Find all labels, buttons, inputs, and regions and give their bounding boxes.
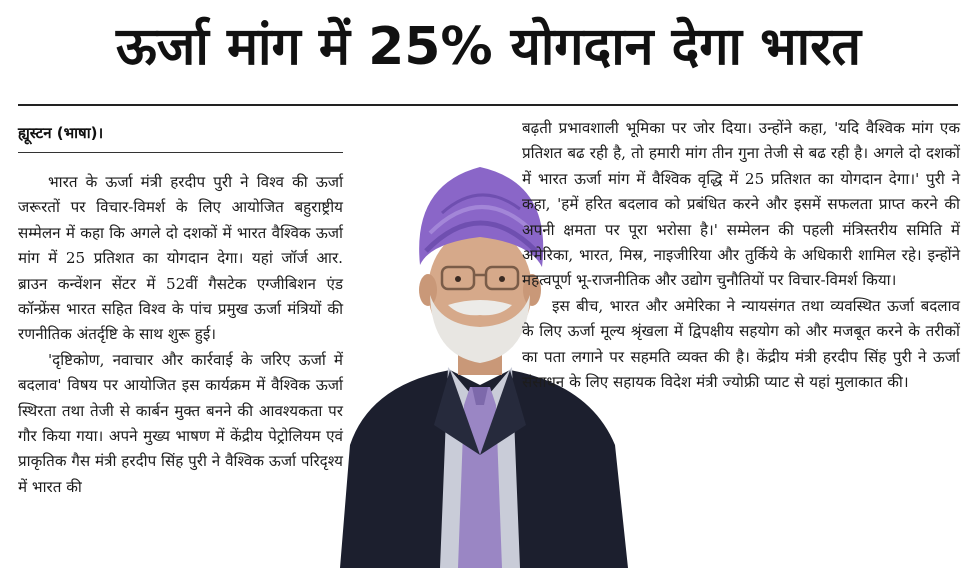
right-paragraph-2: इस बीच, भारत और अमेरिका ने न्यायसंगत तथा व्यवस्थित ऊर्जा बदलाव के लिए ऊर्जा मूल्य श्रृंखला में द्विपक्षीय सहयोग को और मजबूत करने के तरीकों का पता लगाने पर सहमति व्यक्त की है। केंद्रीय मंत्री हरदीप सिंह पुरी ने ऊर्जा संसाधन के लिए सहायक विदेश मंत्री ज्योफ्री प्याट से यहां मुलाकात की। (522, 296, 960, 392)
dateline-divider (18, 152, 343, 153)
headline-divider (18, 104, 958, 106)
left-paragraph-2: 'दृष्टिकोण, नवाचार और कार्रवाई के जरिए ऊर्जा में बदलाव' विषय पर आयोजित इस कार्यक्रम में वैश्विक ऊर्जा स्थिरता तथा तेजी से कार्बन मुक्त बनने की आवश्यकता पर गौर किया गया। अपने मुख्य भाषण में केंद्रीय पेट्रोलियम एवं प्राकृतिक गैस मंत्री हरदीप सिंह पुरी ने वैश्विक ऊर्जा परिदृश्य में भारत की (18, 350, 343, 496)
right-paragraph-1: बढ़ती प्रभावशाली भूमिका पर जोर दिया। उन्होंने कहा, 'यदि वैश्विक मांग एक प्रतिशत बढ रही है, तो हमारी मांग तीन गुना तेजी से बढ रही है। अगले दो दशकों में भारत ऊर्जा मांग में वैश्विक वृद्धि में 25 प्रतिशत का योगदान देगा।' पुरी ने कहा, 'हमें हरित बदलाव को प्रबंधित करने और इसमें सफलता प्राप्त करने की अपनी क्षमता पर पूरा भरोसा है।' सम्मेलन की पहली मंत्रिस्तरीय समिति में अमेरिका, भारत, मिस्र, नाइजीरिया और तुर्किये के अधिकारी शामिल रहे। इन्होंने महत्वपूर्ण भू-राजनीतिक और उद्योग चुनौतियों पर विचार-विमर्श किया। (522, 119, 960, 290)
right-column (522, 116, 960, 395)
headline: ऊर्जा मांग में 25% योगदान देगा भारत (115, 17, 862, 77)
left-paragraph-1: भारत के ऊर्जा मंत्री हरदीप पुरी ने विश्व की ऊर्जा जरूरतों पर विचार-विमर्श के लिए आयोजित बहुराष्ट्रीय सम्मेलन में कहा कि अगले दो दशकों में भारत वैश्विक ऊर्जा मांग में 25 प्रतिशत का योगदान देगा। यहां जॉर्ज आर. ब्राउन कन्वेंशन सेंटर में 52वीं गैसटेक एग्जीबिशन एंड कॉन्फ्रेंस भारत सहित विश्व के पांच प्रमुख ऊर्जा मंत्रियों की रणनीतिक अंतर्दृष्टि के साथ शुरू हुई। (18, 173, 343, 344)
left-column (18, 170, 343, 500)
dateline: ह्यूस्टन (भाषा)। (18, 124, 104, 142)
